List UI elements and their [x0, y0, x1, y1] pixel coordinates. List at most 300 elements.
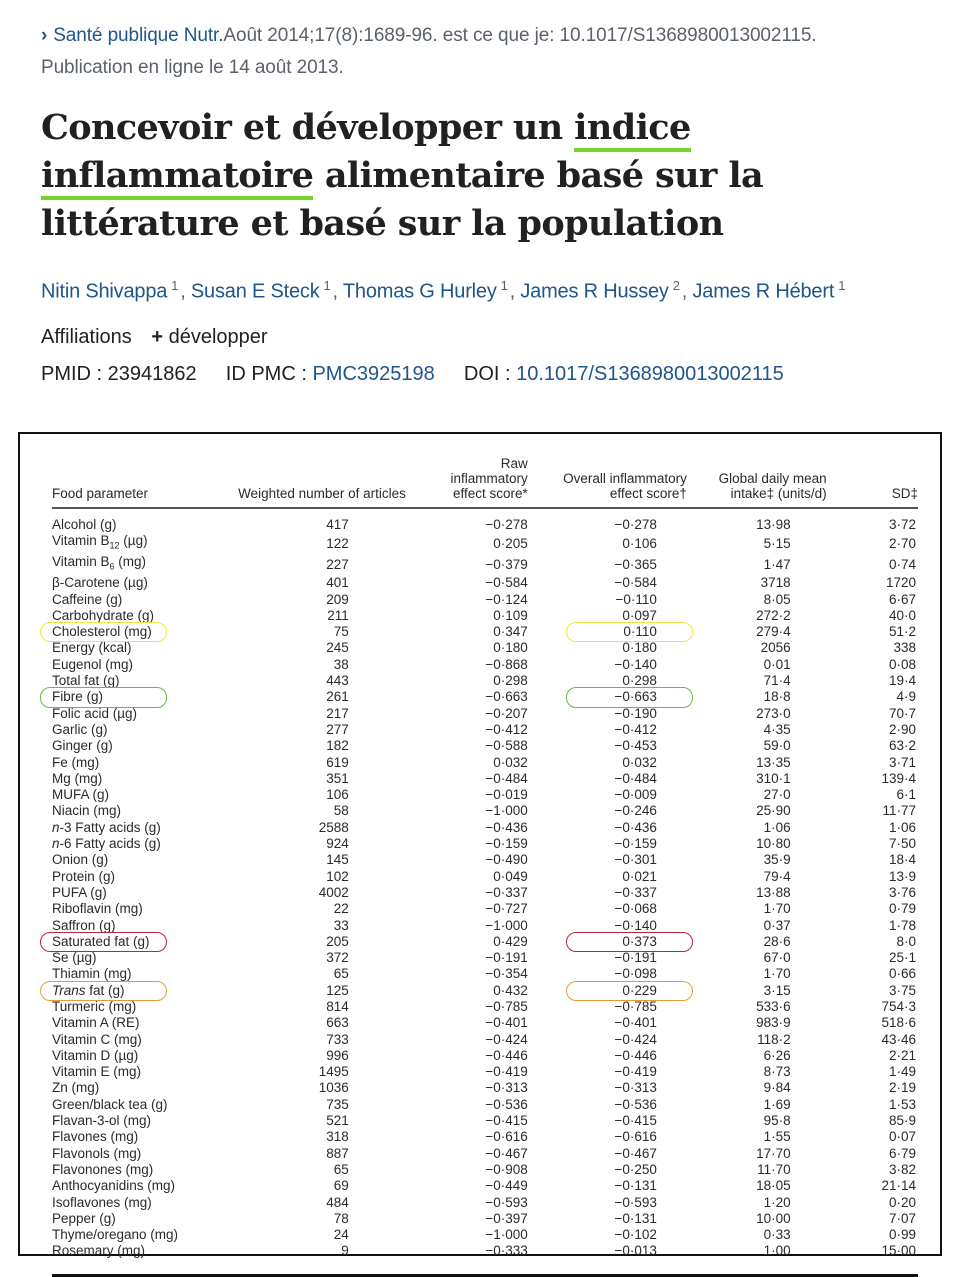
table-row: [52, 1064, 918, 1080]
cell-food-parameter: Vitamin D (µg): [52, 1047, 139, 1063]
cell-food-parameter: Energy (kcal): [52, 640, 132, 656]
cell-daily-intake: 1·70: [763, 901, 791, 917]
table-row: [52, 803, 918, 819]
table-row: [52, 787, 918, 803]
cell-sd: 1·53: [888, 1096, 916, 1112]
cell-daily-intake: 1·20: [763, 1194, 791, 1210]
cell-food-parameter: Flavan-3-ol (mg): [52, 1113, 152, 1129]
author-separator: ,: [509, 280, 521, 303]
table-row: [52, 624, 918, 640]
cell-daily-intake: 13·98: [756, 517, 791, 532]
cell-overall-score: −0·536: [614, 1096, 657, 1112]
cell-food-parameter: Thyme/oregano (mg): [52, 1227, 179, 1243]
author-link[interactable]: James R Hussey: [520, 280, 669, 303]
cell-overall-score: −0·140: [614, 917, 657, 933]
cell-weighted-articles: 205: [326, 933, 349, 949]
cell-overall-score: −0·301: [614, 852, 657, 868]
table-image-frame: [18, 432, 942, 1259]
cell-overall-score: −0·068: [614, 901, 657, 917]
header-daily-intake: Global daily mean intake‡ (units/d): [687, 456, 827, 508]
cell-sd: 21·14: [881, 1178, 916, 1194]
cell-weighted-articles: 4002: [318, 884, 349, 900]
plus-icon[interactable]: +: [151, 326, 164, 348]
cell-raw-score: −0·379: [485, 556, 528, 572]
cell-food-parameter: Flavonones (mg): [52, 1161, 154, 1177]
cell-daily-intake: 79·4: [763, 868, 791, 884]
cell-overall-score: 0·032: [622, 754, 657, 770]
cell-raw-score: −0·785: [485, 998, 528, 1014]
cell-overall-score: −0·365: [614, 556, 657, 572]
cell-food-parameter: MUFA (g): [52, 787, 110, 803]
cell-sd: 13·9: [888, 868, 916, 884]
table-row: [52, 1227, 918, 1243]
cell-food-parameter: Turmeric (mg): [52, 998, 137, 1014]
cell-sd: 518·6: [881, 1015, 916, 1031]
cell-food-parameter: Carbohydrate (g): [52, 607, 155, 623]
cell-weighted-articles: 65: [333, 966, 349, 982]
cell-daily-intake: 310·1: [756, 770, 791, 786]
chevron-right-icon: ›: [41, 25, 48, 46]
cell-sd: 6·67: [888, 591, 916, 607]
cell-daily-intake: 1·00: [687, 1243, 827, 1275]
cell-overall-score: −0·191: [614, 950, 657, 966]
table-row: [52, 1178, 918, 1194]
cell-sd: 8·0: [896, 933, 916, 949]
title-highlight: indice inflammatoire: [41, 107, 691, 200]
cell-weighted-articles: 102: [326, 868, 349, 884]
cell-overall-score: 0·097: [622, 607, 657, 623]
cell-food-parameter: Se (µg): [52, 950, 97, 966]
cell-food-parameter: Fibre (g): [52, 689, 217, 705]
cell-daily-intake: 1·55: [763, 1129, 791, 1145]
cell-overall-score: −0·663: [528, 689, 687, 705]
cell-sd: 4·9: [896, 689, 916, 705]
cell-overall-score: −0·412: [614, 721, 657, 737]
cell-daily-intake: 13·88: [756, 884, 791, 900]
cell-overall-score: −0·419: [614, 1064, 657, 1080]
cell-overall-score: −0·401: [614, 1015, 657, 1031]
cell-raw-score: 0·432: [493, 982, 528, 998]
cell-raw-score: 0·109: [493, 607, 528, 623]
cell-weighted-articles: 24: [333, 1227, 349, 1243]
author-link[interactable]: Nitin Shivappa: [41, 280, 168, 303]
cell-food-parameter: Pepper (g): [52, 1210, 116, 1226]
cell-raw-score: 0·347: [493, 624, 528, 640]
table-row: [52, 608, 918, 624]
cell-daily-intake: 533·6: [756, 998, 791, 1014]
table-row: [52, 901, 918, 917]
cell-daily-intake: 18·8: [763, 689, 791, 705]
author-link[interactable]: Thomas G Hurley: [342, 280, 497, 303]
cell-raw-score: −0·419: [485, 1064, 528, 1080]
doi-link[interactable]: 10.1017/S1368980013002115: [516, 363, 784, 385]
cell-raw-score: −0·337: [485, 884, 528, 900]
expand-affiliations-button[interactable]: développer: [168, 326, 268, 348]
header-raw-score: Raw inflammatory effect score*: [427, 456, 528, 508]
identifiers-row: PMID : 23941862 ID PMC : PMC3925198 DOI : 10.1017/S1368980013002115: [41, 363, 784, 385]
table-row: [52, 1146, 918, 1162]
cell-raw-score: −0·313: [485, 1080, 528, 1096]
table-row: [52, 983, 918, 999]
cell-sd: 0·08: [888, 656, 916, 672]
cell-sd: 6·1: [896, 787, 916, 803]
cell-sd: 18·4: [888, 852, 916, 868]
cell-food-parameter: Mg (mg): [52, 770, 103, 786]
cell-daily-intake: 1·70: [763, 966, 791, 982]
cell-raw-score: −0·616: [485, 1129, 528, 1145]
cell-overall-score: −0·190: [614, 705, 657, 721]
cell-daily-intake: 279·4: [756, 624, 791, 640]
cell-overall-score: −0·140: [614, 656, 657, 672]
table-row: [52, 722, 918, 738]
table-row: [52, 1195, 918, 1211]
cell-sd: 51·2: [888, 624, 916, 640]
cell-sd: 15·00: [827, 1243, 918, 1275]
cell-daily-intake: 3718: [760, 575, 791, 591]
cell-raw-score: −0·908: [485, 1161, 528, 1177]
cell-daily-intake: 10·80: [756, 836, 791, 852]
cell-weighted-articles: 65: [333, 1161, 349, 1177]
cell-food-parameter: n-3 Fatty acids (g): [52, 819, 161, 835]
cell-sd: 3·82: [888, 1161, 916, 1177]
cell-food-parameter: Trans fat (g): [52, 983, 217, 999]
table-row: [52, 575, 918, 591]
cell-raw-score: 0·429: [493, 933, 528, 949]
header-sd: SD‡: [827, 456, 918, 508]
cell-weighted-articles: 33: [333, 917, 349, 933]
cell-overall-score: −0·278: [614, 517, 657, 532]
cell-daily-intake: 71·4: [763, 673, 791, 689]
cell-food-parameter: Zn (mg): [52, 1080, 100, 1096]
table-row: [52, 966, 918, 982]
cell-sd: 7·50: [888, 836, 916, 852]
table-row: [52, 673, 918, 689]
cell-weighted-articles: 1036: [318, 1080, 349, 1096]
cell-sd: 1720: [885, 575, 916, 591]
cell-raw-score: −1·000: [485, 1227, 528, 1243]
cell-weighted-articles: 227: [326, 556, 349, 572]
cell-sd: 43·46: [881, 1031, 916, 1047]
cell-food-parameter: Anthocyanidins (mg): [52, 1178, 176, 1194]
cell-overall-score: 0·110: [528, 624, 687, 640]
cell-raw-score: −0·868: [485, 656, 528, 672]
cell-raw-score: −0·401: [485, 1015, 528, 1031]
table-row: [52, 885, 918, 901]
cell-overall-score: −0·246: [614, 803, 657, 819]
cell-overall-score: −0·415: [614, 1113, 657, 1129]
cell-weighted-articles: 122: [326, 535, 349, 551]
cell-daily-intake: 0·37: [763, 917, 791, 933]
cell-daily-intake: 27·0: [763, 787, 791, 803]
cell-sd: 3·72: [888, 517, 916, 532]
cell-raw-score: −0·333: [427, 1243, 528, 1275]
cell-raw-score: −0·467: [485, 1145, 528, 1161]
pmc-link[interactable]: PMC3925198: [312, 363, 435, 385]
cell-overall-score: −0·013: [528, 1243, 687, 1275]
cell-sd: 0·20: [888, 1194, 916, 1210]
cell-raw-score: −0·354: [485, 966, 528, 982]
cell-daily-intake: 10·00: [756, 1210, 791, 1226]
cell-overall-score: 0·298: [622, 673, 657, 689]
cell-weighted-articles: 58: [333, 803, 349, 819]
cell-overall-score: −0·131: [614, 1178, 657, 1194]
article-title: Concevoir et développer un indice inflammatoire alimentaire basé sur la littérature et basé sur la population: [41, 107, 764, 244]
cell-overall-score: −0·313: [614, 1080, 657, 1096]
table-row: [52, 738, 918, 754]
table-row: [52, 950, 918, 966]
table-row: [52, 1243, 918, 1275]
cell-overall-score: 0·229: [528, 983, 687, 999]
cell-raw-score: −0·727: [485, 901, 528, 917]
author-link[interactable]: Susan E Steck: [190, 280, 320, 303]
cell-daily-intake: 67·0: [763, 950, 791, 966]
cell-daily-intake: 28·6: [763, 933, 791, 949]
table-row: [52, 533, 918, 554]
table-row: [52, 1113, 918, 1129]
pmid-value: 23941862: [107, 363, 197, 385]
cell-food-parameter: Fe (mg): [52, 754, 100, 770]
cell-daily-intake: 118·2: [757, 1031, 791, 1047]
cell-sd: 1·49: [888, 1064, 916, 1080]
cell-weighted-articles: 75: [333, 624, 349, 640]
cell-overall-score: −0·436: [614, 819, 657, 835]
cell-daily-intake: 18·05: [756, 1178, 791, 1194]
cell-raw-score: −0·278: [485, 517, 528, 532]
table-row: [52, 1015, 918, 1031]
cell-daily-intake: 0·01: [763, 656, 791, 672]
table-header-row: [52, 456, 918, 508]
cell-raw-score: −0·663: [485, 689, 528, 705]
cell-sd: 338: [893, 640, 916, 656]
citation-details: Août 2014;17(8):1689-96. est ce que je: 10.1017/S1368980013002115.: [223, 25, 817, 46]
cell-sd: 2·19: [888, 1080, 916, 1096]
cell-raw-score: −0·436: [485, 819, 528, 835]
cell-food-parameter: Garlic (g): [52, 721, 108, 737]
cell-food-parameter: Green/black tea (g): [52, 1096, 168, 1112]
cell-raw-score: 0·049: [493, 868, 528, 884]
journal-link[interactable]: › Santé publique Nutr.: [41, 25, 224, 46]
cell-overall-score: −0·593: [614, 1194, 657, 1210]
cell-weighted-articles: 401: [326, 575, 349, 591]
cell-overall-score: 0·021: [622, 868, 657, 884]
cell-daily-intake: 11·70: [757, 1161, 791, 1177]
cell-daily-intake: 3·15: [763, 982, 791, 998]
cell-sd: 0·66: [888, 966, 916, 982]
cell-food-parameter: Ginger (g): [52, 738, 113, 754]
cell-sd: 139·4: [881, 770, 916, 786]
cell-daily-intake: 273·0: [756, 705, 791, 721]
cell-raw-score: −0·397: [485, 1210, 528, 1226]
cell-overall-score: 0·180: [622, 640, 657, 656]
cell-daily-intake: 6·26: [763, 1047, 791, 1063]
author-list: [41, 278, 847, 304]
cell-raw-score: 0·032: [493, 754, 528, 770]
cell-food-parameter: Thiamin (mg): [52, 966, 132, 982]
cell-weighted-articles: 261: [326, 689, 349, 705]
cell-food-parameter: Saturated fat (g): [52, 934, 217, 950]
cell-sd: 2·90: [888, 721, 916, 737]
cell-weighted-articles: 733: [326, 1031, 349, 1047]
cell-weighted-articles: 996: [326, 1047, 349, 1063]
table-row: [52, 1129, 918, 1145]
cell-raw-score: −1·000: [485, 803, 528, 819]
cell-food-parameter: Cholesterol (mg): [52, 624, 217, 640]
cell-raw-score: −0·019: [485, 787, 528, 803]
cell-raw-score: −0·446: [485, 1047, 528, 1063]
cell-sd: 7·07: [888, 1210, 916, 1226]
table-row: [52, 554, 918, 575]
cell-weighted-articles: 484: [326, 1194, 349, 1210]
cell-weighted-articles: 1495: [318, 1064, 349, 1080]
cell-daily-intake: 95·8: [763, 1113, 791, 1129]
cell-raw-score: −0·424: [485, 1031, 528, 1047]
cell-weighted-articles: 663: [326, 1015, 349, 1031]
cell-raw-score: −0·124: [485, 591, 528, 607]
author-separator: ,: [332, 280, 343, 303]
cell-daily-intake: 4·35: [763, 721, 791, 737]
cell-food-parameter: PUFA (g): [52, 884, 107, 900]
cell-food-parameter: Onion (g): [52, 852, 109, 868]
cell-overall-score: −0·159: [614, 836, 657, 852]
affiliation-number[interactable]: 2: [672, 278, 680, 293]
cell-raw-score: −0·588: [485, 738, 528, 754]
cell-overall-score: 0·373: [528, 934, 687, 950]
affiliations-row: [41, 326, 268, 349]
cell-daily-intake: 25·90: [756, 803, 791, 819]
header-food-parameter: Food parameter: [52, 456, 217, 508]
cell-raw-score: −1·000: [485, 917, 528, 933]
cell-raw-score: −0·593: [485, 1194, 528, 1210]
table-row: [52, 1211, 918, 1227]
cell-raw-score: −0·191: [485, 950, 528, 966]
cell-weighted-articles: 78: [333, 1210, 349, 1226]
cell-food-parameter: Vitamin $B_{12}$ (µg): [52, 533, 148, 551]
cell-daily-intake: 1·69: [763, 1096, 791, 1112]
cell-overall-score: −0·131: [614, 1210, 657, 1226]
cell-sd: 754·3: [881, 998, 916, 1014]
cell-overall-score: 0·106: [622, 535, 657, 551]
cell-food-parameter: Folic acid (µg): [52, 705, 138, 721]
cell-sd: 25·1: [888, 950, 916, 966]
cell-daily-intake: 1·47: [763, 556, 791, 572]
cell-food-parameter: Vitamin $B_6$ (mg): [52, 554, 147, 572]
cell-overall-score: −0·098: [614, 966, 657, 982]
table-row: [52, 640, 918, 656]
cell-daily-intake: 0·33: [763, 1227, 791, 1243]
cell-daily-intake: 2056: [760, 640, 791, 656]
cell-sd: 0·79: [888, 901, 916, 917]
table-row: [52, 1032, 918, 1048]
cell-overall-score: −0·102: [614, 1227, 657, 1243]
table-body: [52, 508, 918, 1275]
cell-overall-score: −0·009: [614, 787, 657, 803]
cell-sd: 85·9: [888, 1113, 916, 1129]
affiliation-number[interactable]: 1: [323, 278, 331, 293]
cell-sd: 0·99: [888, 1227, 916, 1243]
cell-daily-intake: 8·05: [763, 591, 791, 607]
cell-raw-score: −0·412: [485, 721, 528, 737]
cell-overall-score: −0·785: [614, 998, 657, 1014]
cell-weighted-articles: 318: [326, 1129, 349, 1145]
author-separator: ,: [180, 280, 191, 303]
table-row: [52, 657, 918, 673]
cell-weighted-articles: 125: [326, 982, 349, 998]
table-row: [52, 869, 918, 885]
table-row: [52, 771, 918, 787]
cell-weighted-articles: 217: [326, 705, 349, 721]
table-row: [52, 852, 918, 868]
cell-overall-score: −0·484: [614, 770, 657, 786]
cell-daily-intake: 13·35: [756, 754, 791, 770]
cell-raw-score: −0·415: [485, 1113, 528, 1129]
cell-weighted-articles: 417: [326, 517, 349, 532]
cell-weighted-articles: 9: [217, 1243, 427, 1275]
cell-sd: 40·0: [888, 607, 916, 623]
cell-sd: 3·75: [888, 982, 916, 998]
cell-daily-intake: 272·2: [756, 607, 791, 623]
cell-food-parameter: Total fat (g): [52, 673, 120, 689]
cell-sd: 3·76: [888, 884, 916, 900]
cell-overall-score: −0·337: [614, 884, 657, 900]
affiliation-number[interactable]: 1: [171, 278, 179, 293]
cell-sd: 1·06: [888, 819, 916, 835]
published-online: Publication en ligne le 14 août 2013.: [41, 57, 344, 78]
cell-overall-score: −0·110: [615, 591, 657, 607]
cell-food-parameter: Riboflavin (mg): [52, 901, 143, 917]
affiliation-number[interactable]: 1: [838, 278, 846, 293]
cell-daily-intake: 5·15: [763, 535, 791, 551]
table-row: [52, 918, 918, 934]
affiliation-number[interactable]: 1: [500, 278, 508, 293]
author-link[interactable]: James R Hébert: [692, 280, 835, 303]
table-row: [52, 755, 918, 771]
cell-overall-score: −0·584: [614, 575, 657, 591]
cell-weighted-articles: 277: [326, 721, 349, 737]
cell-raw-score: −0·536: [485, 1096, 528, 1112]
cell-weighted-articles: 924: [326, 836, 349, 852]
table-row: [52, 508, 918, 533]
cell-sd: 3·71: [888, 754, 916, 770]
cell-weighted-articles: 2588: [318, 819, 349, 835]
cell-weighted-articles: 887: [326, 1145, 349, 1161]
cell-food-parameter: Niacin (mg): [52, 803, 122, 819]
cell-weighted-articles: 145: [326, 852, 349, 868]
header-overall-score: Overall inflammatory effect score†: [528, 456, 687, 508]
cell-daily-intake: 35·9: [763, 852, 791, 868]
cell-sd: 0·07: [888, 1129, 916, 1145]
cell-food-parameter: Caffeine (g): [52, 591, 123, 607]
food-parameter-table: [52, 456, 918, 1277]
cell-food-parameter: Saffron (g): [52, 917, 116, 933]
cell-overall-score: −0·424: [614, 1031, 657, 1047]
cell-weighted-articles: 619: [326, 754, 349, 770]
cell-weighted-articles: 22: [333, 901, 349, 917]
cell-weighted-articles: 351: [326, 770, 349, 786]
table-row: [52, 1162, 918, 1178]
table-row: [52, 836, 918, 852]
cell-weighted-articles: 443: [326, 673, 349, 689]
cell-weighted-articles: 245: [326, 640, 349, 656]
cell-daily-intake: 59·0: [763, 738, 791, 754]
cell-raw-score: −0·490: [485, 852, 528, 868]
cell-sd: 0·74: [888, 556, 916, 572]
cell-daily-intake: 1·06: [763, 819, 791, 835]
cell-sd: 2·70: [888, 535, 916, 551]
cell-food-parameter: Protein (g): [52, 868, 116, 884]
cell-overall-score: −0·467: [614, 1145, 657, 1161]
table-row: [52, 592, 918, 608]
cell-sd: 11·77: [882, 803, 916, 819]
